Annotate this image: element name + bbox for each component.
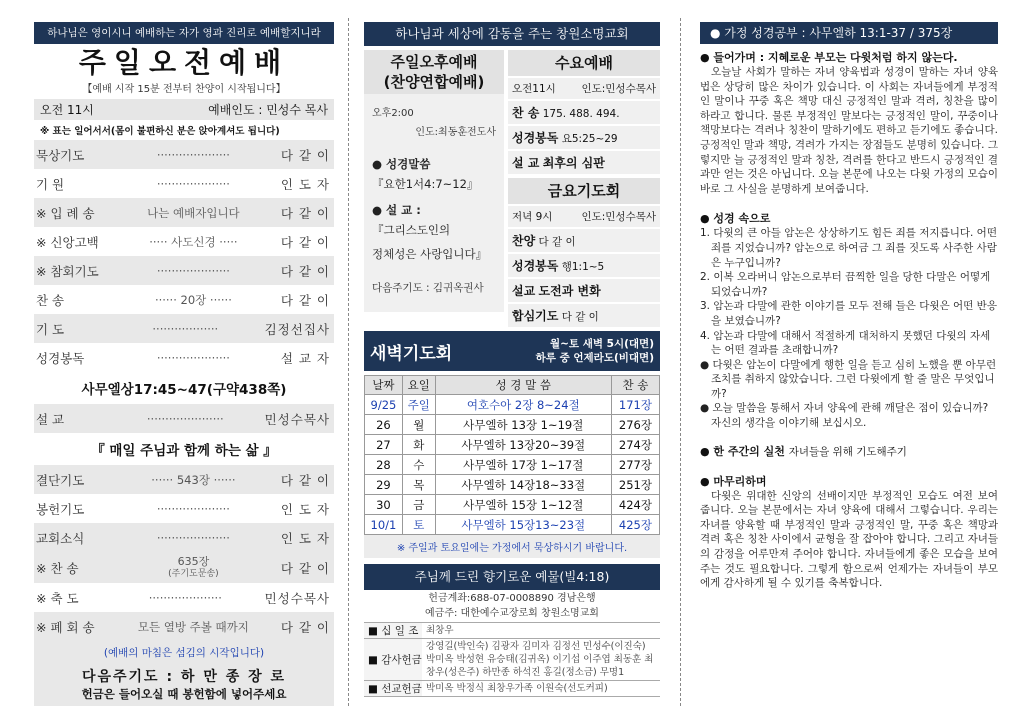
account-info-2: 예금주: 대한예수교장로회 창원소명교회 [425, 608, 599, 619]
order-dots: ···················· [156, 176, 230, 191]
offering-list [364, 622, 660, 697]
table-cell: 수 [402, 455, 435, 475]
table-cell: 274장 [611, 435, 659, 455]
offering-header: 주님께 드린 향기로운 예물(빌4:18) [364, 564, 660, 590]
wednesday-title: 수요예배 [508, 50, 660, 76]
friday-reading-label: 성경봉독 [512, 259, 559, 273]
table-row [365, 395, 660, 415]
order-person: 다 같 이 [280, 147, 330, 163]
order-row [34, 140, 334, 169]
dawn-schedule [536, 337, 654, 365]
order-person: 인 도 자 [280, 176, 330, 192]
account-info-1: 헌금계좌:688-07-0008890 경남은행 [428, 593, 596, 604]
question-item: ● 오늘 말씀을 통해서 자녀 양육에 관해 깨달은 점이 있습니까? 자신의 생각을 이야기해 보십시오. [700, 402, 989, 430]
order-label: 기 원 [36, 176, 65, 192]
table-header-cell: 요일 [402, 376, 435, 395]
offering-names: 강영길(박인숙) 김광자 김미자 김정선 민성수(이진숙) 박미옥 박성현 유승태(김귀옥) 이기섭 이주엽 최동훈 최창우(성은주) 하만종 하석진 홍길(정소금) 무명1 [426, 641, 654, 678]
offering-names: 최창우 [426, 625, 454, 636]
table-cell: 10/1 [365, 515, 403, 535]
order-label: 성경봉독 [36, 350, 85, 366]
hymn-name: (주기도문송) [168, 568, 219, 579]
order-row [34, 256, 334, 285]
order-dots: ···················· [156, 147, 230, 162]
order-label: ※ 신앙고백 [36, 234, 99, 250]
order-person: 김정선집사 [264, 321, 330, 337]
table-cell: 28 [365, 455, 403, 475]
table-cell: 사무엘하 14장18~33절 [435, 475, 611, 495]
question-item: 1. 다윗의 큰 아들 암논은 상상하기도 힘든 죄를 저지릅니다. 어떤 죄를 지었습니까? 암논으로 하여금 그 죄를 짓도록 사주한 사람은 누구입니까? [700, 227, 997, 269]
order-label: ※ 찬 송 [36, 560, 79, 576]
closing-title: ● 마무리하며 [700, 474, 767, 488]
offering-note: 헌금은 들어오실 때 봉헌함에 넣어주세요 [81, 687, 287, 701]
closing-note: (예배의 마침은 섬김의 시작입니다) [34, 641, 334, 664]
order-row [34, 465, 334, 494]
bottom-box [34, 664, 334, 706]
wednesday-sermon-label: 설 교 [512, 156, 540, 170]
offering-row-thanks [364, 638, 660, 680]
afternoon-title: 주일오후예배 (찬양연합예배) [364, 50, 504, 94]
offering-row-tithe [364, 622, 660, 638]
table-row [365, 495, 660, 515]
order-person: 인 도 자 [280, 501, 330, 517]
order-row [34, 523, 334, 552]
order-dots: ······ 543장 ······ [151, 472, 236, 487]
scripture-reference: 사무엘상17:45~47(구약438쪽) [81, 382, 287, 398]
order-label: 묵상기도 [36, 147, 85, 163]
question-item: 3. 암논과 다말에 관한 이야기를 모두 전해 들은 다윗은 어떤 반응을 보였습니까? [700, 300, 997, 327]
afternoon-scripture: 『요한1서4:7~12』 [372, 177, 479, 191]
friday-time-row [508, 206, 660, 227]
table-row [365, 435, 660, 455]
order-label: 교회소식 [36, 530, 85, 546]
table-cell: 목 [402, 475, 435, 495]
friday-sermon: 도전과 변화 [538, 284, 601, 298]
table-cell: 사무엘하 13장20~39절 [435, 435, 611, 455]
offering-label: ■ 감사헌금 [364, 639, 422, 680]
table-cell: 276장 [611, 415, 659, 435]
order-list-2 [34, 465, 334, 552]
table-cell: 27 [365, 435, 403, 455]
weekly-services-column [364, 22, 660, 697]
question-list [700, 226, 998, 430]
wednesday-time: 오전11시 [512, 83, 556, 95]
table-row [365, 415, 660, 435]
order-row [34, 198, 334, 227]
order-row [34, 343, 334, 372]
table-note: ※ 주일과 토요일에는 가정에서 묵상하시기 바랍니다. [364, 535, 660, 558]
table-row [365, 515, 660, 535]
order-dots: ·················· [152, 321, 219, 336]
order-person: 다 같 이 [280, 472, 330, 488]
wednesday-hymns: 175. 488. 494. [542, 108, 620, 120]
order-list-3 [34, 583, 334, 641]
wednesday-time-row [508, 78, 660, 99]
intro-title: ● 들어가며 : 지혜로운 부모는 다윗처럼 하지 않는다. [700, 51, 958, 64]
order-person: 설 교 자 [280, 350, 330, 366]
table-header-cell: 찬 송 [611, 376, 659, 395]
dawn-prayer-banner [364, 331, 660, 371]
order-dots: ···················· [148, 590, 222, 605]
order-person: 민성수목사 [264, 590, 330, 606]
offering-label: ■ 선교헌금 [364, 681, 422, 696]
wednesday-reading-row [508, 126, 660, 149]
order-row [34, 285, 334, 314]
table-cell: 사무엘하 17장 1~17절 [435, 455, 611, 475]
offering-row-mission [364, 680, 660, 697]
table-cell: 사무엘하 15장13~23절 [435, 515, 611, 535]
order-label: ※ 입 례 송 [36, 205, 95, 221]
order-label: 설 교 [36, 411, 65, 427]
table-cell: 금 [402, 495, 435, 515]
sermon-title: 『 매일 주님과 함께 하는 삶 』 [91, 443, 277, 459]
dawn-schedule-1: 월~토 새벽 5시(대면) [549, 338, 654, 350]
table-cell: 주일 [402, 395, 435, 415]
table-cell: 9/25 [365, 395, 403, 415]
order-row [34, 612, 334, 641]
wednesday-reading-label: 성경봉독 [512, 131, 559, 145]
friday-sermon-row [508, 279, 660, 302]
order-person: 다 같 이 [280, 619, 330, 635]
order-row [34, 169, 334, 198]
next-prayer: 다음주기도 : 하 만 종 장 로 [81, 669, 287, 685]
weekday-services [508, 50, 660, 327]
offering-label: ■ 십 일 조 [364, 623, 422, 638]
friday-title: 금요기도회 [508, 178, 660, 204]
table-header-cell: 날짜 [365, 376, 403, 395]
afternoon-next-prayer: 다음주기도 : 김귀옥권사 [372, 282, 484, 294]
wednesday-leader: 인도:민성수목사 [581, 83, 656, 95]
table-cell: 사무엘하 15장 1~12절 [435, 495, 611, 515]
order-row [34, 314, 334, 343]
afternoon-scripture-label: ● 성경말씀 [372, 157, 431, 171]
table-cell: 251장 [611, 475, 659, 495]
order-hymn [106, 556, 281, 580]
order-dots: ···················· [156, 501, 230, 516]
table-cell: 화 [402, 435, 435, 455]
friday-hymn: 다 같 이 [538, 236, 576, 248]
order-person: 다 같 이 [280, 234, 330, 250]
wednesday-reading: 요5:25~29 [561, 133, 618, 145]
order-label: 봉헌기도 [36, 501, 85, 517]
friday-sermon-label: 설교 [512, 284, 536, 298]
table-cell: 월 [402, 415, 435, 435]
order-row-hymn [34, 552, 334, 583]
order-label: 결단기도 [36, 472, 85, 488]
afternoon-service [364, 50, 504, 312]
friday-time: 저녁 9시 [512, 211, 553, 223]
services-grid [364, 50, 660, 327]
order-person: 민성수목사 [264, 411, 330, 427]
page-title: 주일오전예배 [78, 46, 290, 79]
afternoon-time: 오후2:00 [372, 108, 414, 119]
dawn-schedule-2: 하루 중 언제라도(비대면) [535, 352, 654, 364]
order-label: ※ 축 도 [36, 590, 79, 606]
table-cell: 사무엘하 13장 1~19절 [435, 415, 611, 435]
order-person: 다 같 이 [280, 263, 330, 279]
practice-row [700, 443, 998, 459]
friday-prayer-row [508, 304, 660, 327]
question-item: ● 다윗은 암논이 다말에게 행한 일을 듣고 심히 노했을 뿐 아무런 조치를 취하지 않았습니다. 그런 다윗에게 할 줄 말은 무엇입니까? [700, 358, 997, 400]
verse-header: 하나님은 영이시니 예배하는 자가 영과 진리로 예배할지니라 [34, 22, 334, 44]
wednesday-sermon: 최후의 심판 [542, 156, 605, 170]
family-study-column [700, 22, 998, 591]
offering-names: 박미옥 박정식 최창우가족 이원숙(선도커피) [426, 683, 608, 694]
practice-title: ● 한 주간의 실천 [700, 444, 785, 458]
order-dots: ····················· [146, 411, 224, 426]
table-cell: 토 [402, 515, 435, 535]
friday-leader: 인도:민성수목사 [581, 211, 656, 223]
afternoon-leader: 인도:최동훈전도사 [415, 127, 496, 138]
service-time-row [34, 99, 334, 120]
inside-title: ● 성경 속으로 [700, 212, 771, 226]
table-header-cell: 성 경 말 씀 [435, 376, 611, 395]
order-dots: 나는 예배자입니다 [147, 205, 240, 220]
table-body [365, 395, 660, 535]
order-dots: ····· 사도신경 ····· [149, 234, 238, 249]
table-cell: 424장 [611, 495, 659, 515]
question-item: 4. 암논과 다말에 대해서 적절하게 대처하지 못했던 다윗의 자세는 어떤 결과를 초래합니까? [700, 329, 991, 357]
service-subtitle: 【예배 시작 15분 전부터 찬양이 시작됩니다】 [82, 84, 286, 95]
afternoon-sermon-2: 정체성은 사랑입니다』 [372, 247, 488, 261]
column-divider [680, 18, 681, 706]
column-divider [348, 18, 349, 706]
afternoon-sermon-1: 『그리스도인의 [372, 223, 451, 237]
order-row [34, 583, 334, 612]
hymn-number: 635장 [177, 555, 210, 568]
order-label: ※ 폐 회 송 [36, 619, 95, 635]
table-cell: 277장 [611, 455, 659, 475]
friday-hymn-label: 찬양 [512, 234, 536, 248]
friday-prayer-label: 합심기도 [512, 309, 559, 323]
service-time: 오전 11시 [40, 103, 94, 117]
order-label: ※ 참회기도 [36, 263, 99, 279]
order-list-1 [34, 140, 334, 372]
dawn-title: 새벽기도회 [370, 343, 453, 364]
standing-note: ※ 표는 일어서서(몸이 불편하신 분은 앉아계셔도 됩니다) [40, 126, 280, 137]
wednesday-sermon-row [508, 151, 660, 174]
service-leader: 예배인도 : 민성수 목사 [208, 103, 328, 117]
order-label: 기 도 [36, 321, 65, 337]
order-person: 다 같 이 [280, 205, 330, 221]
order-row [34, 227, 334, 256]
order-row [34, 494, 334, 523]
friday-reading: 행1:1~5 [561, 261, 605, 273]
order-dots: ···················· [156, 263, 230, 278]
wednesday-hymn-label: 찬 송 [512, 106, 540, 120]
table-row [365, 455, 660, 475]
order-dots: ······ 20장 ······ [154, 292, 232, 307]
wednesday-hymn-row [508, 101, 660, 124]
dawn-reading-table [364, 375, 660, 535]
table-cell: 30 [365, 495, 403, 515]
table-cell: 26 [365, 415, 403, 435]
study-header: ● 가정 성경공부 : 사무엘하 13:1-37 / 375장 [700, 22, 998, 44]
afternoon-sermon-label: ● 설 교 : [372, 203, 421, 217]
friday-reading-row [508, 254, 660, 277]
friday-prayer: 다 같 이 [561, 311, 599, 323]
table-cell: 171장 [611, 395, 659, 415]
order-label: 찬 송 [36, 292, 65, 308]
table-header-row [365, 376, 660, 395]
question-item: 2. 이복 오라버니 암논으로부터 끔찍한 일을 당한 다말은 어떻게 되었습니까? [700, 271, 991, 298]
practice-text: 자녀들을 위해 기도해주기 [788, 445, 907, 458]
order-row-sermon [34, 404, 334, 433]
order-dots: 모든 열방 주볼 때까지 [137, 619, 249, 634]
friday-hymn-row [508, 229, 660, 252]
order-dots: ···················· [156, 350, 230, 365]
church-header: 하나님과 세상에 감동을 주는 창원소명교회 [364, 22, 660, 46]
order-person: 다 같 이 [280, 560, 330, 576]
table-cell: 29 [365, 475, 403, 495]
order-person: 인 도 자 [280, 530, 330, 546]
table-cell: 425장 [611, 515, 659, 535]
closing-text: 다윗은 위대한 신앙의 선배이지만 부정적인 모습도 여전 보여 줍니다. 오늘 본문에서는 자녀 양육에 대해서 그렇습니다. 우리는 자녀를 양육할 때 부정적인 말과 긍정적인 말, 꾸중 혹은 책망과 격려 혹은 칭찬 사이에서 균형을 잘 잡아야 합니다. 그리고 자녀들의 감정을 어루만져 주어야 합니다. 자녀들에게 좋은 모습을 보여 주는 것도 필요합니다. 그렇게 함으로써 언제가는 자녀들이 부모에게 감사하게 될 수 있기를 축복합니다. [700, 489, 998, 590]
intro-text: 오늘날 사회가 말하는 자녀 양육법과 성경이 말하는 자녀 양육법은 상당히 많은 차이가 있습니다. 이 사회는 자녀들에게 부정적인 말이나 꾸중 혹은 책망 대신 긍정적인 말과 격려, 칭찬을 많이 하라고 합니다. 물론 부정적인 말보다는 긍정적인 말이, 꾸중이나 책망보다는 격려나 칭찬이 말하기에도 편하고 듣기에도 좋습니다. 긍정적인 말과 책망, 격려가 가지는 장점들도 분명히 있습니다. 그렇지만 늘 긍정적인 말과 칭찬, 격려를 한다고 반드시 긍정적인 결과만 얻는 것은 아닙니다. 오늘 본문에 나오는 다윗 가정의 모습이 바로 그 사실을 분명하게 보여줍니다. [700, 66, 998, 195]
table-row [365, 475, 660, 495]
morning-service-column [34, 22, 334, 706]
order-dots: ···················· [156, 530, 230, 545]
table-cell: 여호수아 2장 8~24절 [435, 395, 611, 415]
order-person: 다 같 이 [280, 292, 330, 308]
